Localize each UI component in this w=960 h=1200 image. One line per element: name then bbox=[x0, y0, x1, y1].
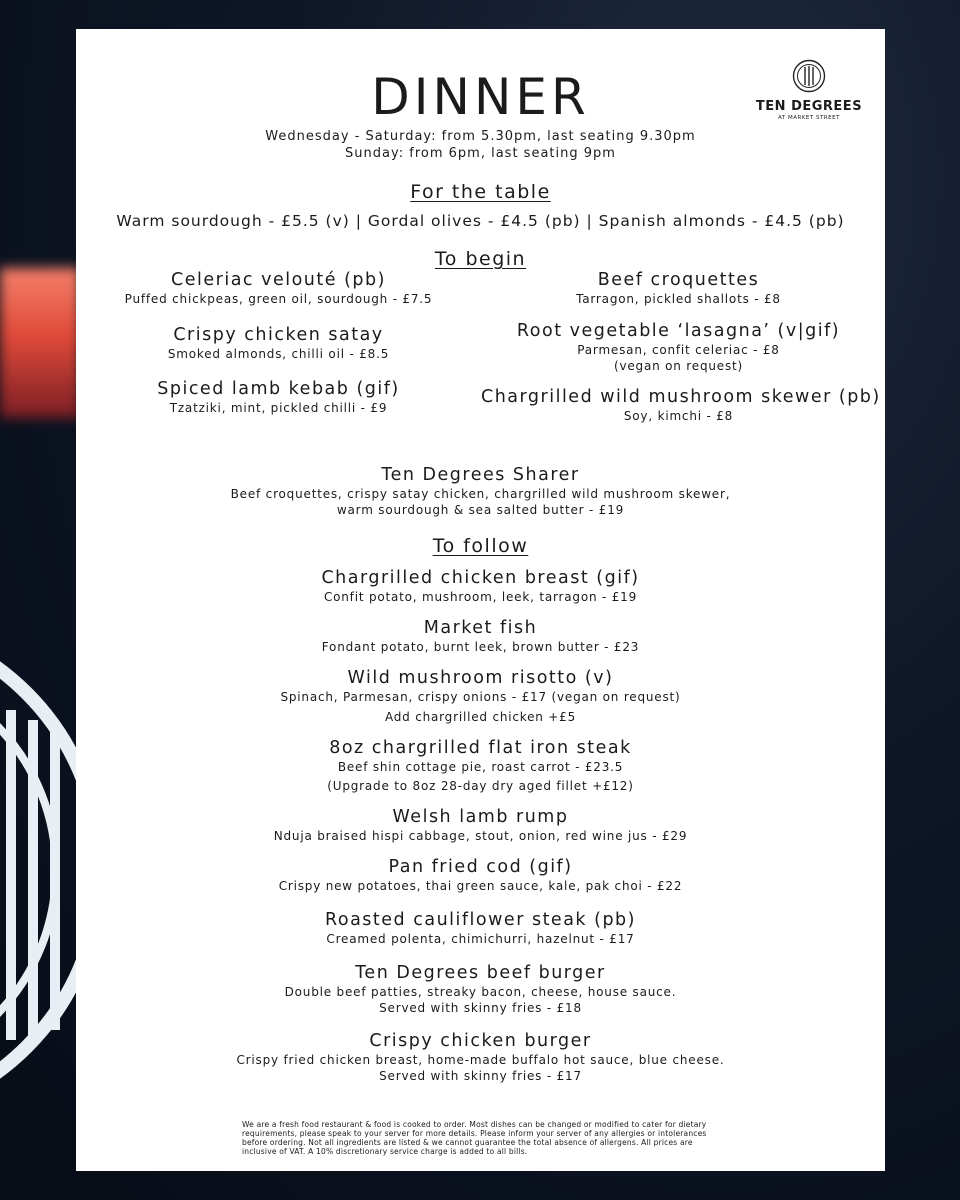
starter-description: Parmesan, confit celeriac - £8 bbox=[577, 343, 780, 357]
main-name: Crispy chicken burger bbox=[369, 1031, 592, 1051]
main-name: Roasted cauliflower steak (pb) bbox=[325, 910, 636, 930]
section-heading-for-the-table: For the table bbox=[410, 181, 551, 203]
starter-note: (vegan on request) bbox=[613, 359, 743, 373]
starter-description: Soy, kimchi - £8 bbox=[623, 409, 734, 423]
main-name: Wild mushroom risotto (v) bbox=[347, 668, 614, 688]
main-addon: (Upgrade to 8oz 28-day dry aged fillet +£12) bbox=[327, 779, 634, 793]
starter-name: Chargrilled wild mushroom skewer (pb) bbox=[481, 387, 881, 407]
logo-name: TEN DEGREES bbox=[755, 99, 863, 114]
starter-description: Tarragon, pickled shallots - £8 bbox=[576, 292, 781, 306]
main-name: Market fish bbox=[423, 618, 538, 638]
starter-name: Celeriac velouté (pb) bbox=[171, 270, 386, 290]
main-addon: Served with skinny fries - £17 bbox=[379, 1069, 582, 1083]
main-description: Crispy new potatoes, thai green sauce, kale, pak choi - £22 bbox=[278, 879, 683, 893]
main-description: Crispy fried chicken breast, home-made buffalo hot sauce, blue cheese. bbox=[236, 1053, 725, 1067]
sharer-description: Beef croquettes, crispy satay chicken, chargrilled wild mushroom skewer, bbox=[230, 487, 731, 501]
for-the-table-items: Warm sourdough - £5.5 (v) | Gordal olives - £4.5 (pb) | Spanish almonds - £4.5 (pb) bbox=[116, 212, 845, 230]
starter-description: Tzatziki, mint, pickled chilli - £9 bbox=[169, 401, 388, 415]
starter-description: Puffed chickpeas, green oil, sourdough - £7.5 bbox=[124, 292, 433, 306]
main-description: Double beef patties, streaky bacon, cheese, house sauce. bbox=[284, 985, 677, 999]
hours-weekday: Wednesday - Saturday: from 5.30pm, last seating 9.30pm bbox=[265, 129, 696, 144]
dinner-menu-card bbox=[76, 29, 885, 1171]
main-name: Welsh lamb rump bbox=[392, 807, 569, 827]
main-description: Nduja braised hispi cabbage, stout, onion, red wine jus - £29 bbox=[273, 829, 688, 843]
background-light-glow bbox=[0, 268, 80, 418]
starter-name: Beef croquettes bbox=[597, 270, 760, 290]
main-description: Fondant potato, burnt leek, brown butter - £23 bbox=[321, 640, 640, 654]
main-name: Pan fried cod (gif) bbox=[388, 857, 573, 877]
sharer-description: warm sourdough & sea salted butter - £19 bbox=[336, 503, 625, 517]
main-name: 8oz chargrilled flat iron steak bbox=[329, 738, 632, 758]
starter-name: Crispy chicken satay bbox=[173, 325, 384, 345]
background-logo-icon bbox=[0, 590, 80, 1150]
main-description: Beef shin cottage pie, roast carrot - £23.5 bbox=[337, 760, 624, 774]
section-heading-to-begin: To begin bbox=[434, 248, 527, 270]
main-addon: Served with skinny fries - £18 bbox=[379, 1001, 582, 1015]
main-name: Ten Degrees beef burger bbox=[355, 963, 606, 983]
sharer-name: Ten Degrees Sharer bbox=[381, 465, 580, 485]
starter-name: Spiced lamb kebab (gif) bbox=[157, 379, 400, 399]
section-heading-to-follow: To follow bbox=[432, 535, 529, 557]
main-addon: Add chargrilled chicken +£5 bbox=[384, 710, 577, 724]
starter-description: Smoked almonds, chilli oil - £8.5 bbox=[167, 347, 390, 361]
main-description: Confit potato, mushroom, leek, tarragon - £19 bbox=[323, 590, 638, 604]
starter-name: Root vegetable ‘lasagna’ (v|gif) bbox=[516, 321, 841, 341]
page-title: DINNER bbox=[371, 68, 590, 126]
hours-sunday: Sunday: from 6pm, last seating 9pm bbox=[345, 146, 616, 161]
allergen-disclaimer: We are a fresh food restaurant & food is cooked to order. Most dishes can be changed or modified to cater for dietary requirements, please speak to your server for more details. Please inform your server of any allergies or intolerances before ordering. Not all ingredients are listed & we cannot guarantee the total absence of allergens. All prices are inclusive of VAT. A 10% discretionary service charge is added to all bills. bbox=[242, 1120, 707, 1156]
main-name: Chargrilled chicken breast (gif) bbox=[321, 568, 640, 588]
main-description: Creamed polenta, chimichurri, hazelnut - £17 bbox=[326, 932, 635, 946]
logo-subtitle: AT MARKET STREET bbox=[778, 115, 840, 121]
main-description: Spinach, Parmesan, crispy onions - £17 (vegan on request) bbox=[280, 690, 681, 704]
